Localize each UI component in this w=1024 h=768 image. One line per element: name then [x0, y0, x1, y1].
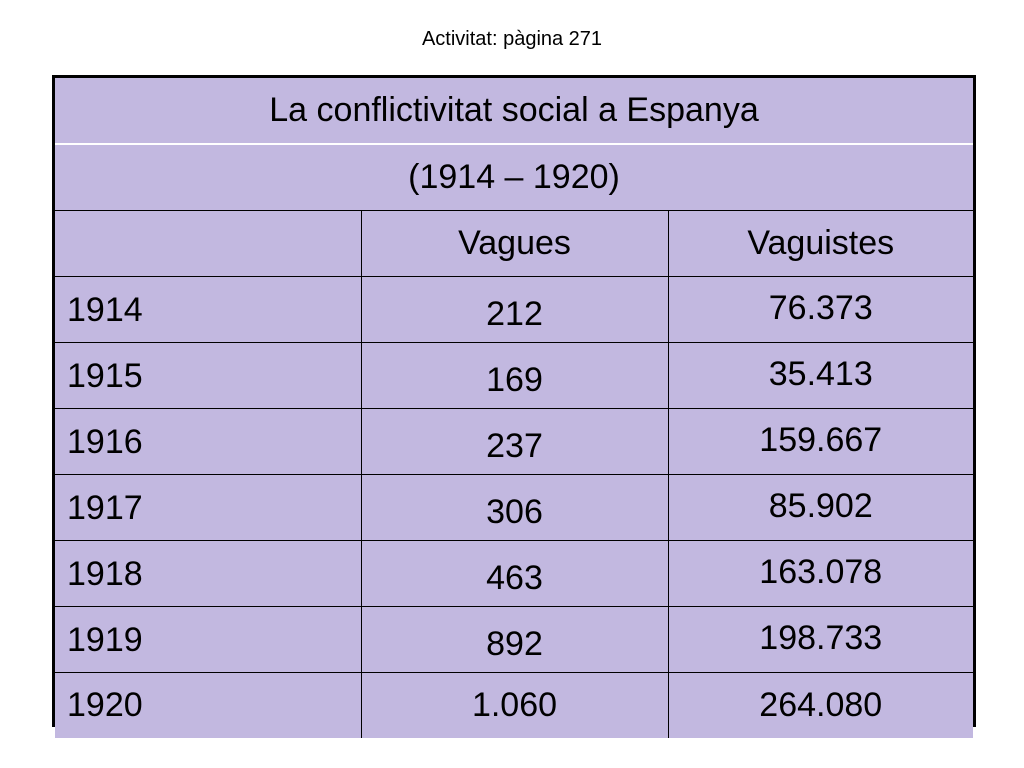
header-empty-cell [55, 210, 361, 276]
year-cell: 1919 [55, 606, 361, 672]
header-vagues: Vagues [361, 210, 668, 276]
year-cell: 1915 [55, 342, 361, 408]
vaguistes-cell: 35.413 [668, 342, 973, 408]
year-cell: 1917 [55, 474, 361, 540]
vagues-cell: 463 [361, 540, 668, 606]
vagues-cell: 237 [361, 408, 668, 474]
table-row [55, 408, 973, 474]
header-vaguistes: Vaguistes [668, 210, 973, 276]
vagues-cell: 212 [361, 276, 668, 342]
table-subtitle-row [55, 144, 973, 210]
table-subtitle: (1914 – 1920) [55, 144, 973, 210]
vaguistes-cell: 198.733 [668, 606, 973, 672]
table-row [55, 540, 973, 606]
vaguistes-cell: 264.080 [668, 672, 973, 738]
year-cell: 1914 [55, 276, 361, 342]
table-row [55, 672, 973, 738]
vaguistes-cell: 85.902 [668, 474, 973, 540]
table-row [55, 606, 973, 672]
page-heading: Activitat: pàgina 271 [421, 28, 603, 50]
vagues-cell: 306 [361, 474, 668, 540]
year-cell: 1920 [55, 672, 361, 738]
table-row [55, 474, 973, 540]
table-title-row [55, 78, 973, 144]
vaguistes-cell: 163.078 [668, 540, 973, 606]
table-row [55, 342, 973, 408]
vaguistes-cell: 159.667 [668, 408, 973, 474]
strikes-table [52, 75, 976, 727]
vagues-cell: 892 [361, 606, 668, 672]
vagues-cell: 169 [361, 342, 668, 408]
vaguistes-cell: 76.373 [668, 276, 973, 342]
year-cell: 1918 [55, 540, 361, 606]
table-row [55, 276, 973, 342]
year-cell: 1916 [55, 408, 361, 474]
table-title: La conflictivitat social a Espanya [55, 78, 973, 144]
vagues-cell: 1.060 [361, 672, 668, 738]
table-header-row [55, 210, 973, 276]
